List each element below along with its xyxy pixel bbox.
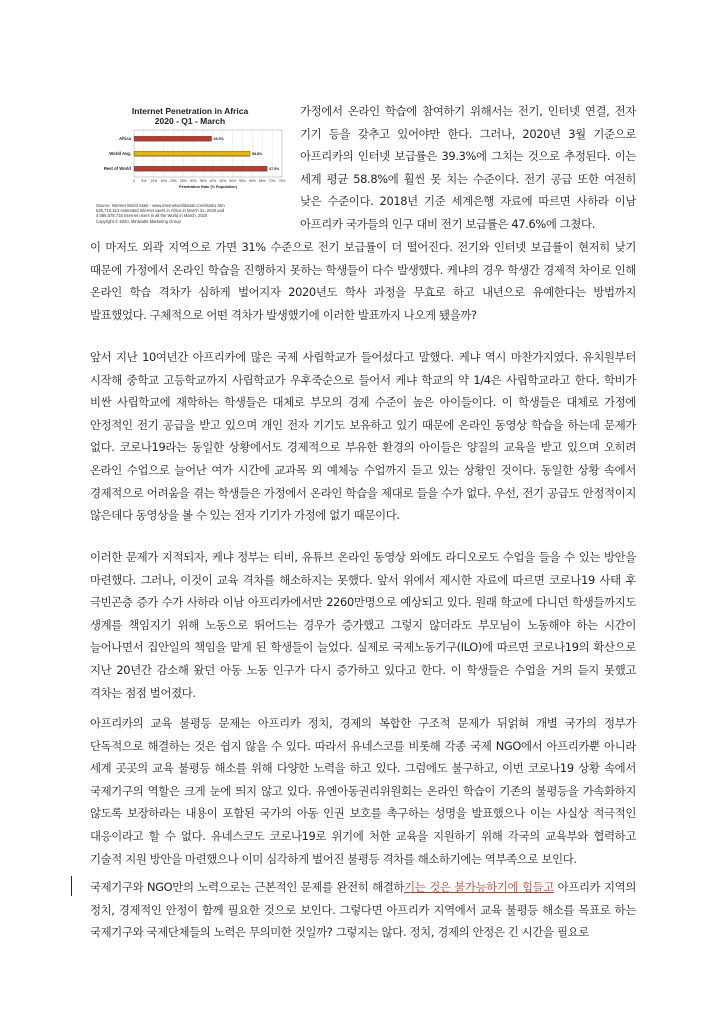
x-tick-label: 15% [160,179,167,183]
x-tick-label: 65% [258,179,266,183]
paragraph-5-end: 아프리카 지역의 정치, 경제적인 안정이 함께 필요한 것으로 보인다. 그렇다면 아프리카 지역에서 교육 불평등 해소를 목표로 하는 국제기구와 국제단체들의 노력은 무의미한 것일까? 그렇지는 않다. 정치, 경제의 안정은 긴 시간을 필요로 [90,880,636,940]
category-label: Rest of World [103,165,131,171]
x-tick-label: 60% [249,179,256,183]
chart-subtitle: 2020 - Q1 - March [154,116,226,126]
paragraph-1-continued [90,236,636,326]
category-label: World Avg. [109,150,131,156]
x-tick-label: 50% [229,179,237,183]
bar [134,151,250,156]
paragraph-3-block [90,546,636,704]
x-tick-label: 10% [150,179,158,183]
paragraph-2: 앞서 지난 10여년간 아프리카에 많은 국제 사립학교가 들어섰다고 말했다. 케냐 역시 마찬가지였다. 유치원부터 시작해 중학교 고등학교까지 사립학교가 우후죽순으로 들어서 케냐 학교의 약 1/4은 사립학교라고 한다. 학비가 비싼 사립학교에 재학하는 학생들은 대체로 부모의 경제 수준이 높은 아이들이다. 이 학생들은 대체로 가정에 안정적인 전기 공급을 받고 있으며 개인 전자 기기도 보유하고 있기 때문에 온라인 동영상 학습을 하는데 문제가 없다. 코로나19라는 동일한 상황에서도 경제적으로 부유한 환경의 아이들은 양질의 교육을 받고 있으며 오히려 온라인 수업으로 늘어난 여가 시간에 교과목 외 예체능 수업까지 듣고 있는 상황인 것이다. 동일한 상황 속에서 경제적으로 어려움을 겪는 학생들은 가정에서 온라인 학습을 제대로 들을 수가 없다. 우선, 전기 공급도 안정적이지 않은데다 동영상을 볼 수 있는 전자 기기가 가정에 없기 때문이다. [90,350,636,523]
x-tick-label: 40% [209,179,217,183]
paragraph-4: 아프리카의 교육 불평등 문제는 아프리카 정치, 경제의 복합한 구조적 문제가 뒤얽혀 개별 국가의 정부가 단독적으로 해결하는 것은 쉽지 않을 수 있다. 따라서 유네스코를 비롯해 각종 국제 NGO에서 아프리카뿐 아니라 세계 곳곳의 교육 불평등 해소를 위해 다양한 노력을 하고 있다. 그럼에도 불구하고, 이번 코로나19 상황 속에서 국제기구의 역할은 크게 눈에 띄지 않고 있다. 유엔아동권리위원회는 온라인 학습이 기존의 불평등을 가속화하지 않도록 보장하라는 내용이 포함된 국가의 아동 인권 보호를 촉구하는 성명을 발표했으나 이는 사실상 적극적인 대응이라고 할 수 없다. 유네스코도 코로나19로 위기에 처한 교육을 지원하기 위해 각국의 교육부와 협력하고 기술적 지원 방안을 마련했으나 이미 심각하게 벌어진 불평등 격차를 해소하기에는 역부족으로 보인다. [90,716,636,866]
source-line: 526,710,313 estimated Internet users in Africa in March 31, 2020 and [96,208,225,214]
category-label: Africa [119,135,131,141]
source-line: 4,585,578,718 Internet users in all the World in March, 2020 [96,213,208,219]
paragraph-5[interactable] [90,876,636,944]
chart-title: Internet Penetration in Africa [131,106,249,116]
x-axis-label: Penetration Rate (% Population) [179,185,237,189]
x-tick-label: 0 [133,179,135,183]
data-label: 58.8% [252,151,263,156]
paragraph-5-start: 국제기구와 NGO만의 노력으로는 근본적인 문제를 완전히 해결하 [90,880,405,894]
bar [134,166,267,171]
data-label: 67.5% [269,166,280,171]
paragraph-4-block [90,712,636,870]
x-tick-label: 20% [170,179,177,183]
x-tick-label: 45% [219,179,227,183]
bar [134,136,212,141]
paragraph-3: 이러한 문제가 지적되자, 케냐 정부는 티비, 유튜브 온라인 동영상 외에도 라디오로도 수업을 들을 수 있는 방안을 마련했다. 그러나, 이것이 교육 격차를 해소하지는 못했다. 앞서 위에서 제시한 자료에 따르면 코로나19 사태 후 극빈곤층 증가 수가 사하라 이남 아프리카에서만 2260만명으로 예상되고 있다. 원래 학교에 다니던 학생들까지도 생계를 책임지기 위해 노동으로 뛰어드는 경우가 증가했고 그렇지 않더라도 부모님이 노동해야 하는 시간이 늘어나면서 집안일의 책임을 맡게 된 학생들이 늘었다. 실제로 국제노동기구(ILO)에 따르면 코로나19의 확산으로 지난 20년간 감소해 왔던 아동 노동 인구가 다시 증가하고 있다고 한다. 이 학생들은 수업을 거의 듣지 못했고 격차는 점점 벌어졌다. [90,550,636,700]
x-tick-label: 35% [199,179,207,183]
x-tick-label: 25% [179,179,187,183]
text-cursor [71,876,72,896]
paragraph-2-block [90,346,636,527]
x-tick-label: 30% [189,179,197,183]
column-text [300,100,636,236]
paragraph-5-block[interactable] [90,876,636,944]
x-tick-label: 75% [278,179,286,183]
x-tick-label: 70% [268,179,276,183]
bar-chart [90,126,290,198]
chart-source-note [90,203,290,224]
tracked-change-text[interactable]: 기는 것은 불가능하기에 힘들고 [404,880,554,894]
paragraph-1-wide: 이 마저도 외곽 지역으로 가면 31% 수준으로 전기 보급률이 더 떨어진다. 전기와 인터넷 보급률이 현저히 낮기 때문에 가정에서 온라인 학습을 진행하지 못하는 학생들이 다수 발생했다. 케냐의 경우 학생간 경제적 차이로 인해 온라인 학습 격차가 심하게 벌어지자 2020년도 학사 과정을 무효로 하고 내년으로 유예한다는 방법까지 발표했었다. 구체적으로 어떤 격차가 발생했기에 이러한 발표까지 나오게 됐을까? [90,240,636,322]
x-tick-label: 55% [239,179,246,183]
paragraph-1-column: 가정에서 온라인 학습에 참여하기 위해서는 전기, 인터넷 연결, 전자 기기 등을 갖추고 있어야만 한다. 그러나, 2020년 3월 기준으로 아프리카의 인터넷 보급률은 39.3%에 그치는 것으로 추정된다. 이는 세계 평균 58.8%에 훨씬 못 치는 수준이다. 전기 공급 또한 여전히 낮은 수준이다. 2018년 기준 세계은행 자료에 따르면 사하라 이남 아프리카 국가들의 인구 대비 전기 보급률은 47.6%에 그쳤다. [300,104,636,231]
source-line: Source: Internet World Stats - www.internetworldstats.com/stats1.htm [96,203,225,208]
data-label: 39.3% [213,136,224,141]
internet-penetration-figure [90,106,290,230]
x-tick-label: 5% [141,179,147,183]
copyright-line: Copyright © 2020, Miniwatts Marketing Group [96,218,181,224]
